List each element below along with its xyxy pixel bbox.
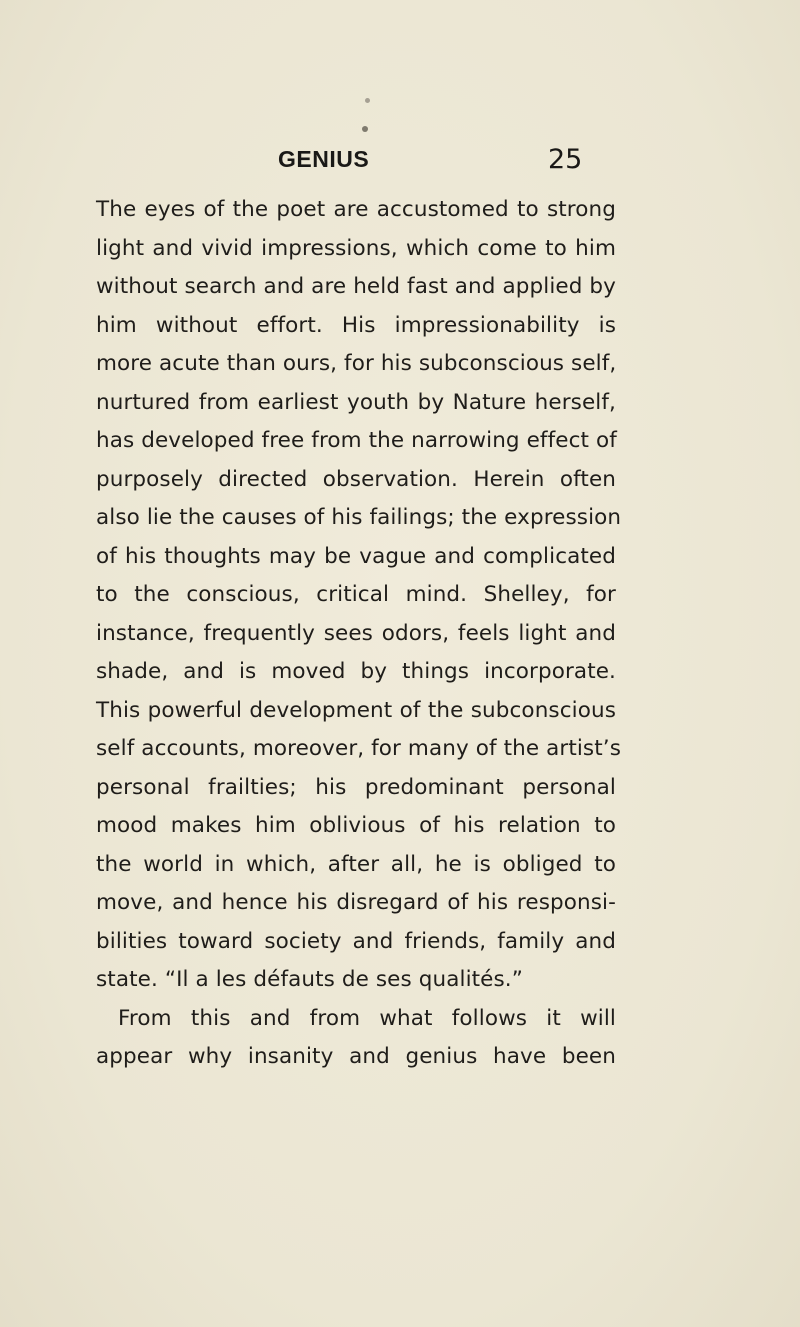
text-line: The eyes of the poet are accustomed to strong bbox=[96, 197, 616, 222]
text-line: of his thoughts may be vague and complicated bbox=[96, 543, 616, 569]
paragraph-end-line: state. “Il a les défauts de ses qualités.” bbox=[96, 967, 523, 992]
text-line: appear why insanity and genius have been bbox=[96, 1044, 616, 1069]
page-number: 25 bbox=[548, 144, 583, 175]
text-line: has developed free from the narrowing effect of bbox=[96, 428, 617, 453]
text-line: shade, and is moved by things incorporate. bbox=[96, 659, 616, 684]
text-line: to the conscious, critical mind. Shelley, for bbox=[96, 582, 616, 607]
text-line: move, and hence his disregard of his responsi- bbox=[96, 890, 616, 915]
text-line: self accounts, moreover, for many of the artist’s bbox=[96, 736, 621, 761]
text-line: more acute than ours, for his subconscious self, bbox=[96, 351, 617, 376]
text-line: the world in which, after all, he is obliged to bbox=[96, 851, 616, 877]
text-line: light and vivid impressions, which come to him bbox=[96, 235, 616, 261]
printer-dot bbox=[362, 126, 368, 132]
text-line: nurtured from earliest youth by Nature herself, bbox=[96, 389, 616, 415]
running-header bbox=[0, 142, 800, 178]
running-title: GENIUS bbox=[278, 146, 370, 172]
text-line: This powerful development of the subconscious bbox=[96, 697, 616, 723]
printer-dot bbox=[365, 98, 370, 103]
text-line: mood makes him oblivious of his relation to bbox=[96, 813, 616, 838]
text-line: without search and are held fast and applied by bbox=[96, 274, 616, 299]
text-line: bilities toward society and friends, family and bbox=[96, 928, 616, 954]
text-line: personal frailties; his predominant personal bbox=[96, 774, 616, 800]
text-line: instance, frequently sees odors, feels light and bbox=[96, 620, 616, 646]
body-text bbox=[96, 191, 622, 1077]
text-line: also lie the causes of his failings; the expression bbox=[96, 505, 622, 530]
paragraph-start-line: From this and from what follows it will bbox=[118, 1005, 616, 1031]
text-line: him without effort. His impressionability is bbox=[96, 312, 616, 338]
text-line: purposely directed observation. Herein often bbox=[96, 466, 616, 492]
